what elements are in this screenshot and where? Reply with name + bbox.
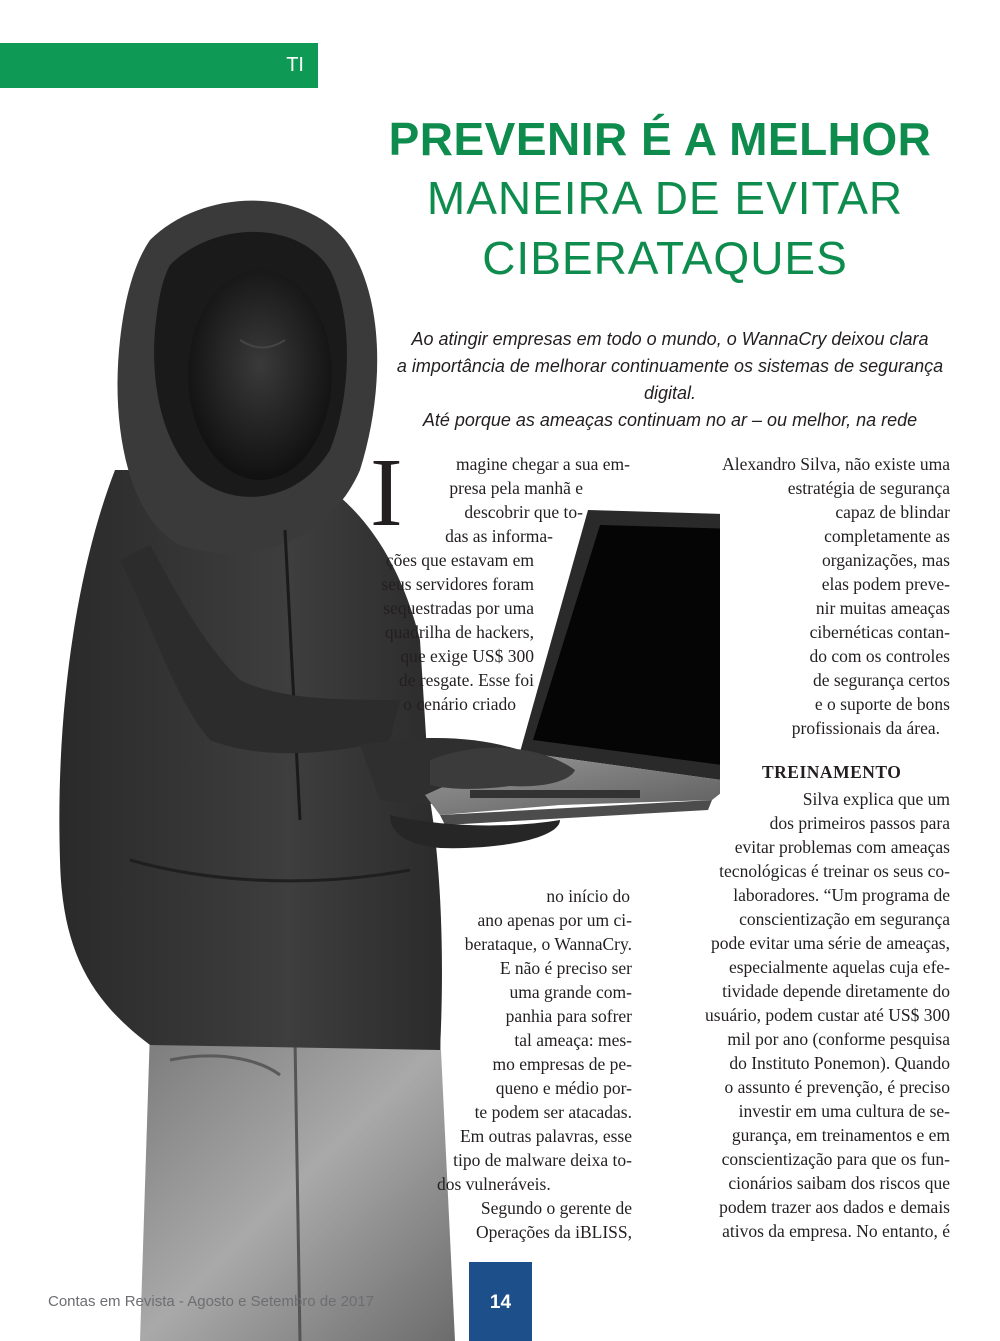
page-number: 14 (489, 1292, 512, 1313)
text-line: do Instituto Ponemon). Quando (729, 1053, 950, 1073)
subheading: TREINAMENTO (762, 762, 902, 782)
text-line: mil por ano (conforme pesquisa (727, 1029, 950, 1049)
text-line: magine chegar a sua em- (456, 454, 630, 474)
text-line: Em outras palavras, esse (459, 1126, 632, 1146)
page-number-box (469, 1262, 532, 1341)
text-line: Alexandro Silva, não existe uma (722, 454, 950, 474)
text-line: tipo de malware deixa to- (453, 1150, 632, 1170)
text-line: gurança, em treinamentos e em (731, 1125, 950, 1145)
headline-line-1: PREVENIR É A MELHOR (388, 113, 932, 165)
text-line: mo empresas de pe- (492, 1054, 632, 1074)
text-line: laboradores. “Um programa de (733, 885, 950, 905)
text-line: das as informa- (445, 526, 553, 546)
text-line: quadrilha de hackers, (384, 622, 534, 642)
text-line: organizações, mas (822, 550, 950, 570)
text-line: ativos da empresa. No entanto, é (722, 1221, 950, 1241)
text-line: pode evitar uma série de ameaças, (710, 933, 950, 953)
section-tab (0, 43, 318, 88)
text-line: de resgate. Esse foi (398, 670, 534, 690)
text-line: usuário, podem custar até US$ 300 (705, 1005, 950, 1025)
text-line: evitar problemas com ameaças (734, 837, 950, 857)
text-line: tividade depende diretamente do (722, 981, 950, 1001)
text-line: tal ameaça: mes- (514, 1030, 632, 1050)
text-line: nir muitas ameaças (815, 598, 950, 618)
text-line: profissionais da área. (791, 718, 940, 738)
text-line: berataque, o WannaCry. (464, 934, 632, 954)
text-line: no início do (546, 886, 630, 906)
text-line: seus servidores foram (381, 574, 534, 594)
text-line: estratégia de segurança (787, 478, 950, 498)
text-line: completamente as (824, 526, 950, 546)
text-line: descobrir que to- (464, 502, 583, 522)
text-line: do com os controles (809, 646, 950, 666)
section-label: TI (286, 54, 304, 76)
text-line: e o suporte de bons (814, 694, 950, 714)
text-line: Silva explica que um (802, 789, 950, 809)
text-line: sequestradas por uma (383, 598, 534, 618)
text-line: conscientização em segurança (739, 909, 950, 929)
text-line: tecnológicas é treinar os seus co- (719, 861, 950, 881)
text-line: te podem ser atacadas. (474, 1102, 632, 1122)
headline-line-2: MANEIRA DE EVITAR (426, 172, 904, 224)
text-line: presa pela manhã e (449, 478, 583, 498)
text-line: o cenário criado (403, 694, 516, 714)
text-line: queno e médio por- (495, 1078, 632, 1098)
text-line: dos vulneráveis. (437, 1174, 551, 1194)
lede-line: a importância de melhorar continuamente os sistemas de segurança digital. (396, 356, 944, 403)
text-line: elas podem preve- (821, 574, 950, 594)
text-line: cibernéticas contan- (809, 622, 950, 642)
text-line: conscientização para que os fun- (721, 1149, 950, 1169)
text-line: podem trazer aos dados e demais (719, 1197, 950, 1217)
text-line: ano apenas por um ci- (477, 910, 632, 930)
text-line: o assunto é prevenção, é preciso (724, 1077, 950, 1097)
text-line: uma grande com- (509, 982, 632, 1002)
text-line: E não é preciso ser (499, 958, 632, 978)
text-line: cionários saibam dos riscos que (728, 1173, 950, 1193)
lede-line: Até porque as ameaças continuam no ar – ou melhor, na rede (422, 410, 918, 430)
text-line: investir em uma cultura de se- (738, 1101, 950, 1121)
text-line: ções que estavam em (385, 550, 534, 570)
drop-cap: I (370, 439, 403, 547)
text-line: panhia para sofrer (505, 1006, 632, 1026)
headline-line-3: CIBERATAQUES (482, 232, 848, 284)
text-line: capaz de blindar (835, 502, 950, 522)
text-line: especialmente aquelas cuja efe- (728, 957, 950, 977)
text-line: que exige US$ 300 (400, 646, 534, 666)
lede-line: Ao atingir empresas em todo o mundo, o WannaCry deixou clara (411, 329, 929, 349)
text-line: dos primeiros passos para (769, 813, 950, 833)
text-line: Segundo o gerente de (480, 1198, 632, 1218)
footer-publication: Contas em Revista - Agosto e Setembro de 2017 (48, 1293, 375, 1310)
text-line: de segurança certos (812, 670, 950, 690)
text-line: Operações da iBLISS, (475, 1222, 632, 1242)
